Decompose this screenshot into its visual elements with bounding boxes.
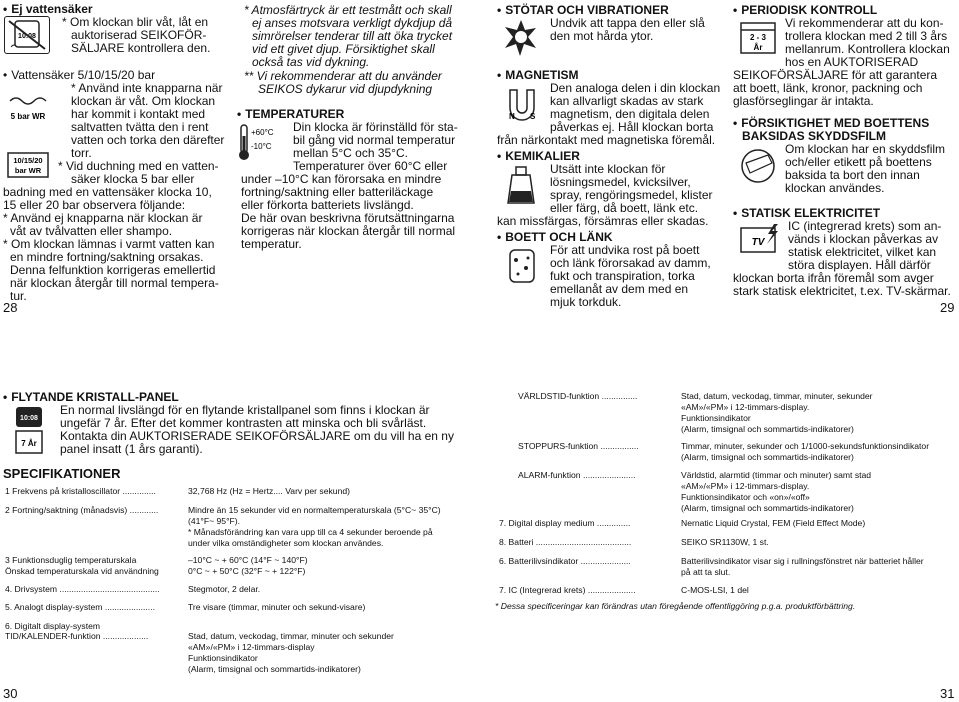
wr-line: vatten och torka den därefter — [71, 133, 225, 147]
periodic-line: hos en AUKTORISERAD — [785, 55, 919, 69]
chem-line: kan missfärgas, försämras eller skadas. — [497, 214, 709, 228]
wr-line: tur. — [10, 289, 27, 303]
note-line: också tas vid dykning. — [252, 55, 370, 69]
heading-lcd-panel: • FLYTANDE KRISTALL-PANEL — [3, 391, 179, 404]
wr-line: har kommit i kontakt med — [71, 107, 206, 121]
temp-line: De här ovan beskrivna förutsättningarna — [241, 211, 455, 225]
spec-key: Önskad temperaturskala vid användning — [5, 566, 159, 576]
page-number-31: 31 — [940, 686, 955, 701]
periodic-line: Vi rekommenderar att du kon- — [785, 16, 944, 30]
wr-line: en mindre fortning/saktning orsakas. — [10, 250, 204, 264]
svg-text:-10°C: -10°C — [251, 142, 272, 151]
heading-protective-film-2: BAKSIDAS SKYDDSFILM — [742, 129, 887, 143]
spec-value: (Alarm, timsignal och sommartids-indikatorer) — [188, 664, 361, 674]
wr-line: * Använd ej knapparna när klockan är — [3, 211, 203, 225]
spec-key: 5. Analogt display-system ..................... — [5, 602, 155, 612]
temp-line: eller förkorta batteriets livslängd. — [241, 198, 414, 212]
periodic-line: SEIKOFÖRSÄLJARE för att garantera — [733, 68, 938, 82]
page-number-30: 30 — [3, 686, 18, 701]
5bar-wr-icon — [6, 93, 50, 127]
spec-value: 0°C ~ + 50°C (32°F ~ + 122°F) — [188, 566, 306, 576]
spec-footnote: * Dessa specificeringar kan förändras utan föregående offentliggöring p.g.a. produktförbättring. — [495, 601, 856, 611]
svg-text:bar WR: bar WR — [14, 166, 42, 175]
periodic-line: trollera klockan med 2 till 3 års — [785, 29, 948, 43]
tv-icon — [738, 222, 782, 260]
svg-text:10:08: 10:08 — [18, 33, 36, 40]
magnet-line: Den analoga delen i din klockan — [550, 81, 721, 95]
spec-key: TID/KALENDER-funktion ................... — [5, 631, 149, 641]
spec-value: «AM»/«PM» i 12-timmars-display — [188, 642, 315, 652]
film-line: Om klockan har en skyddsfilm — [785, 142, 946, 156]
static-line: statisk elektricitet, vilket kan — [788, 245, 937, 259]
heading-static-electricity: • STATISK ELEKTRICITET — [733, 207, 880, 220]
case-line: mjuk torkduk. — [550, 295, 622, 309]
wr-line: klockan är våt. Om klockan — [71, 94, 216, 108]
spec-value: Timmar, minuter, sekunder och 1/1000-sekundsfunktionsindikator — [681, 441, 930, 451]
thermometer-icon — [237, 122, 287, 162]
spec-value: C-MOS-LSI, 1 del — [681, 585, 749, 595]
wr-line: badning med en vattensäker klocka 10, — [3, 185, 212, 199]
wr-line: 15 eller 20 bar observera följande: — [3, 198, 186, 212]
svg-text:N: N — [509, 112, 515, 121]
spec-value: Stad, datum, veckodag, timmar, minuter, sekunder — [681, 391, 873, 401]
spec-value: (Alarm, timsignal och sommartids-indikatorer) — [681, 452, 854, 462]
wr-line: * Vid duchning med en vatten- — [58, 159, 219, 173]
shock-line: den mot hårda ytor. — [550, 29, 654, 43]
svg-text:År: År — [753, 43, 763, 52]
chemical-bottle-icon — [502, 165, 542, 207]
svg-text:10:08: 10:08 — [20, 415, 38, 422]
spec-value: –10°C ~ + 60°C (14°F ~ 140°F) — [188, 555, 308, 565]
case-line: emellanåt av dem med en — [550, 282, 689, 296]
wr-line: Denna felfunktion korrigeras emellertid — [10, 263, 216, 277]
lcd-line: panel insatt (1 års garanti). — [60, 442, 203, 456]
note-line: ** Vi rekommenderar att du använder — [244, 69, 442, 83]
wr-line: * Om klockan lämnas i varmt vatten kan — [3, 237, 215, 251]
lcd-watch-icon — [10, 405, 50, 457]
chem-line: spray, rengöringsmedel, klister — [550, 188, 713, 202]
no-water-watch-icon — [4, 16, 50, 54]
temp-line: bil gång vid normal temperatur — [293, 133, 456, 147]
spec-value: SEIKO SR1130W, 1 st. — [681, 537, 769, 547]
calendar-icon — [738, 19, 778, 57]
spec-value: (41°F~ 95°F). — [188, 516, 241, 526]
note-line: vid ett givet djup. Försiktighet skall — [252, 42, 435, 56]
wr-line: när klockan återgår till normal tempera- — [10, 276, 219, 290]
heading-magnetism: • MAGNETISM — [497, 69, 579, 82]
svg-text:10/15/20: 10/15/20 — [13, 156, 43, 165]
temp-line: under –10°C kan förorsaka en mindre — [241, 172, 442, 186]
spec-value: på att ta slut. — [681, 567, 731, 577]
not-wr-line: SÄLJARE kontrollera den. — [71, 41, 211, 55]
spec-value: 32,768 Hz (Hz = Hertz.... Varv per sekund) — [188, 486, 350, 496]
heading-chemicals: • KEMIKALIER — [497, 150, 580, 163]
watch-back-film-icon — [738, 145, 778, 187]
note-line: ej anses motsvara verkligt dykdjup då — [252, 16, 453, 30]
temp-line: mellan 5°C och 35°C. — [293, 146, 408, 160]
shock-line: Undvik att tappa den eller slå — [550, 16, 705, 30]
heading-protective-film: • FÖRSIKTIGHET MED BOETTENS — [733, 117, 929, 130]
page-number-29: 29 — [940, 300, 955, 315]
spec-key: VÄRLDSTID-funktion ............... — [518, 391, 638, 401]
spec-value: Tre visare (timmar, minuter och sekund-visare) — [188, 602, 366, 612]
heading-periodic-check: • PERIODISK KONTROLL — [733, 4, 877, 17]
5bar-label: 5 bar WR — [10, 112, 46, 121]
static-line: stark statisk elektricitet, t.ex. TV-skärmar. — [733, 284, 951, 298]
svg-text:7 År: 7 År — [21, 439, 37, 448]
wr-line: torr. — [71, 146, 92, 160]
not-wr-line: * Om klockan blir våt, låt en — [62, 15, 209, 29]
wr-line: saltvatten tvätta den i rent — [71, 120, 209, 134]
magnet-line: kan allvarligt skadas av stark — [550, 94, 704, 108]
spec-value: Nernatic Liquid Crystal, FEM (Field Effect Mode) — [681, 518, 866, 528]
periodic-line: mellanrum. Kontrollera klockan — [785, 42, 950, 56]
spec-value: Mindre än 15 sekunder vid en normaltemperaturskala (5°C~ 35°C) — [188, 505, 441, 515]
heading-temperatures: • TEMPERATURER — [237, 108, 344, 121]
svg-text:+60°C: +60°C — [251, 128, 274, 137]
spec-value: Världstid, alarmtid (timmar och minuter) samt stad — [681, 470, 872, 480]
spec-value: * Månadsförändring kan vara upp till ca 4 sekunder beroende på — [188, 527, 433, 537]
static-line: störa displayen. Håll därför — [788, 258, 931, 272]
spec-key: 4. Drivsystem .......................................... — [5, 584, 160, 594]
film-line: klockan användes. — [785, 181, 885, 195]
temp-line: temperatur. — [241, 237, 302, 251]
temp-line: fortning/saktning eller batteriläckage — [241, 185, 434, 199]
note-line: SEIKOS dykarur vid djupdykning — [258, 82, 433, 96]
spec-key: 6. Digitalt display-system — [5, 621, 101, 631]
temp-line: korrigeras när klockan återgår till normal — [241, 224, 456, 238]
spec-value: (Alarm, timsignal och sommartids-indikatorer) — [681, 503, 854, 513]
spec-value: Stad, datum, veckodag, timmar, minuter och sekunder — [188, 631, 394, 641]
lcd-line: En normal livslängd för en flytande kristallpanel som finns i klockan är — [60, 403, 430, 417]
note-line: * Atmosfärtryck är ett testmått och skall — [244, 3, 452, 17]
spec-value: Funktionsindikator och «on»/«off» — [681, 492, 810, 502]
wr-line: * Använd inte knapparna när — [71, 81, 223, 95]
spec-key: 8. Batteri ........................................ — [499, 537, 632, 547]
static-line: IC (integrerad krets) som an- — [788, 219, 942, 233]
heading-shock: • STÖTAR OCH VIBRATIONER — [497, 4, 669, 17]
spec-key: 7. IC (Integrerad krets) .................... — [499, 585, 636, 595]
film-line: baksida ta bort den innan — [785, 168, 920, 182]
chem-line: lösningsmedel, kvicksilver, — [550, 175, 691, 189]
spec-value: «AM»/«PM» i 12-timmars-display. — [681, 481, 810, 491]
lcd-line: ungefär 7 år. Efter det kommer kontrasten att minska och bli svårläst. — [60, 416, 427, 430]
chem-line: eller färg, då boett, länk etc. — [550, 201, 699, 215]
spec-key: 3 Funktionsduglig temperaturskala — [5, 555, 137, 565]
heading-water-resistant: • Vattensäker 5/10/15/20 bar — [3, 69, 155, 82]
periodic-line: glasförseglingar är intakta. — [733, 94, 874, 108]
not-wr-line: auktoriserad SEIKOFÖR- — [71, 28, 207, 42]
spec-key: 1 Frekvens på kristalloscillator .............. — [5, 486, 156, 496]
spec-value: (Alarm, timsignal och sommartids-indikatorer) — [681, 424, 854, 434]
case-line: och länk förorsakad av damm, — [550, 256, 711, 270]
svg-text:2 - 3: 2 - 3 — [749, 33, 767, 42]
spec-key: STOPPURS-funktion ................ — [518, 441, 639, 451]
wr-line: våt av tvålvatten eller shampo. — [10, 224, 173, 238]
chem-line: Utsätt inte klockan för — [550, 162, 666, 176]
periodic-line: att boett, länk, kronor, packning och — [733, 81, 923, 95]
page-number-28: 28 — [3, 300, 18, 315]
spec-value: Funktionsindikator — [681, 413, 751, 423]
magnet-icon — [502, 84, 542, 124]
spec-key: 2 Fortning/saktning (månadsvis) ............ — [5, 505, 159, 515]
magnet-line: magnetism, den digitala delen — [550, 107, 710, 121]
static-line: vänds i klockan påverkas av — [788, 232, 939, 246]
magnet-line: från närkontakt med magnetiska föremål. — [497, 133, 716, 147]
spec-key: ALARM-funktion ...................... — [518, 470, 636, 480]
svg-text:TV: TV — [751, 237, 765, 248]
heading-case-bracelet: • BOETT OCH LÄNK — [497, 231, 613, 244]
heading-not-water-resistant: • Ej vattensäker — [3, 3, 93, 16]
spec-value: «AM»/«PM» i 12-timmars-display. — [681, 402, 810, 412]
10-20bar-wr-icon — [6, 151, 52, 181]
svg-text:S: S — [530, 112, 536, 121]
spec-key: 7. Digital display medium .............. — [499, 518, 631, 528]
static-line: klockan borta ifrån föremål som avger — [733, 271, 934, 285]
temp-line: Temperaturer över 60°C eller — [293, 159, 448, 173]
spec-value: Batterilivsindikator visar sig i rullningsfönstret när batteriet håller — [681, 556, 924, 566]
spec-value: Funktionsindikator — [188, 653, 258, 663]
film-line: och/eller etikett på boettens — [785, 155, 932, 169]
temp-line: Din klocka är förinställd för sta- — [293, 120, 458, 134]
specifications-title: SPECIFIKATIONER — [3, 466, 121, 481]
case-line: För att undvika rost på boett — [550, 243, 700, 257]
note-line: simrörelser tenderar till att öka trycket — [252, 29, 453, 43]
spec-value: Stegmotor, 2 delar. — [188, 584, 261, 594]
spec-key: 6. Batterilivsindikator ..................... — [499, 556, 631, 566]
shock-watch-icon — [502, 18, 540, 58]
spec-value: under vilka omständigheter som klockan användes. — [188, 538, 384, 548]
wr-line: säker klocka 5 bar eller — [71, 172, 195, 186]
dirty-watch-icon — [502, 246, 542, 288]
case-line: fukt och transpiration, torka — [550, 269, 695, 283]
magnet-line: påverkas ej. Håll klockan borta — [550, 120, 714, 134]
lcd-line: Kontakta din AUKTORISERADE SEIKOFÖRSÄLJARE om du vill ha en ny — [60, 429, 454, 443]
